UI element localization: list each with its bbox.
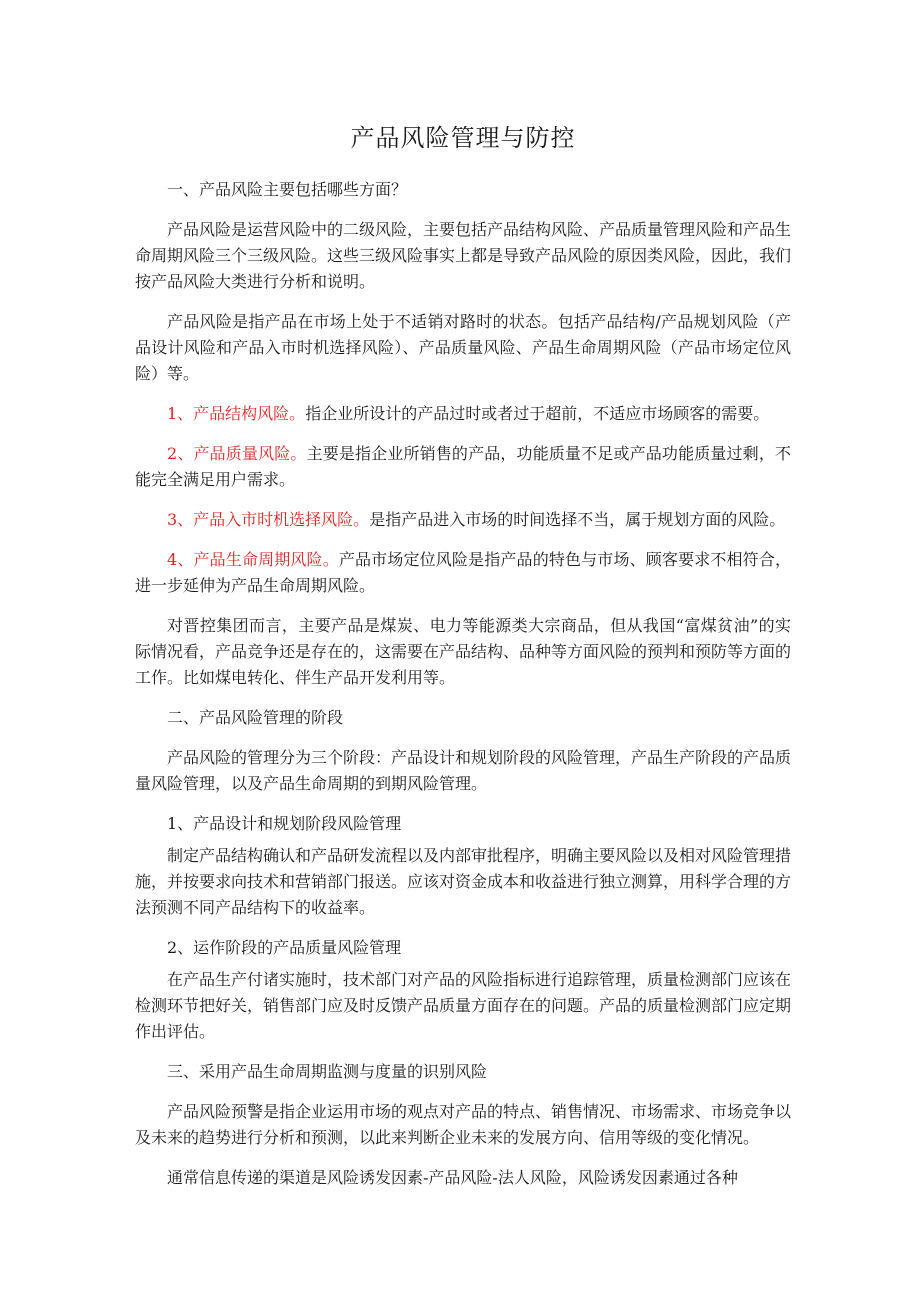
paragraph-2: 产品风险是指产品在市场上处于不适销对路时的状态。包括产品结构/产品规划风险（产品设计风险和产品入市时机选择风险）、产品质量风险、产品生命周期风险（产品市场定位风险）等。	[135, 312, 791, 383]
section-heading-3: 三、采用产品生命周期监测与度量的识别风险	[167, 1062, 488, 1081]
list-item-label: 1、产品结构风险。	[167, 404, 306, 423]
list-item-label: 3、产品入市时机选择风险。	[167, 510, 370, 529]
document-page	[135, 118, 791, 1205]
paragraph-8: 通常信息传递的渠道是风险诱发因素-产品风险-法人风险，风险诱发因素通过各种	[167, 1168, 738, 1187]
subsection-heading-2-2: 2、运作阶段的产品质量风险管理	[167, 938, 402, 957]
list-item-label: 4、产品生命周期风险。	[167, 550, 339, 569]
list-item-product-quality-risk	[135, 441, 791, 493]
list-item-text: 产品市场定位风险是指产品的特色与市场、顾客要求不相符合，进一步延伸为产品生命周期风险。	[135, 550, 791, 595]
paragraph-6: 在产品生产付诸实施时，技术部门对产品的风险指标进行追踪管理，质量检测部门应该在检测环节把好关，销售部门应及时反馈产品质量方面存在的问题。产品的质量检测部门应定期作出评估。	[135, 970, 792, 1041]
list-item-label: 2、产品质量风险。	[167, 444, 307, 463]
paragraph-3: 对晋控集团而言，主要产品是煤炭、电力等能源类大宗商品，但从我国“富煤贫油”的实际情况看，产品竞争还是存在的，这需要在产品结构、品种等方面风险的预判和预防等方面的工作。比如煤电转化、伴生产品开发利用等。	[135, 616, 792, 687]
document-title: 产品风险管理与防控	[350, 124, 576, 152]
section-heading-1: 一、产品风险主要包括哪些方面？	[167, 180, 408, 199]
list-item-lifecycle-risk	[135, 547, 791, 599]
paragraph-7: 产品风险预警是指企业运用市场的观点对产品的特点、销售情况、市场需求、市场竞争以及未来的趋势进行分析和预测，以此来判断企业未来的发展方向、信用等级的变化情况。	[135, 1102, 792, 1147]
list-item-text: 指企业所设计的产品过时或者过于超前，不适应市场顾客的需要。	[305, 404, 770, 423]
paragraph-4: 产品风险的管理分为三个阶段：产品设计和规划阶段的风险管理，产品生产阶段的产品质量风险管理，以及产品生命周期的到期风险管理。	[135, 748, 792, 793]
subsection-heading-2-1: 1、产品设计和规划阶段风险管理	[167, 814, 402, 833]
list-item-text: 是指产品进入市场的时间选择不当，属于规划方面的风险。	[369, 510, 786, 529]
section-heading-2: 二、产品风险管理的阶段	[167, 708, 344, 727]
list-item-product-structure-risk	[135, 401, 791, 427]
paragraph-5: 制定产品结构确认和产品研发流程以及内部审批程序，明确主要风险以及相对风险管理措施，并按要求向技术和营销部门报送。应该对资金成本和收益进行独立测算，用科学合理的方法预测不同产品结构下的收益率。	[135, 846, 792, 917]
list-item-market-timing-risk	[135, 507, 791, 533]
paragraph-1: 产品风险是运营风险中的二级风险，主要包括产品结构风险、产品质量管理风险和产品生命周期风险三个三级风险。这些三级风险事实上都是导致产品风险的原因类风险，因此，我们按产品风险大类进行分析和说明。	[135, 220, 792, 291]
list-item-text: 主要是指企业所销售的产品，功能质量不足或产品功能质量过剩，不能完全满足用户需求。	[135, 444, 791, 489]
